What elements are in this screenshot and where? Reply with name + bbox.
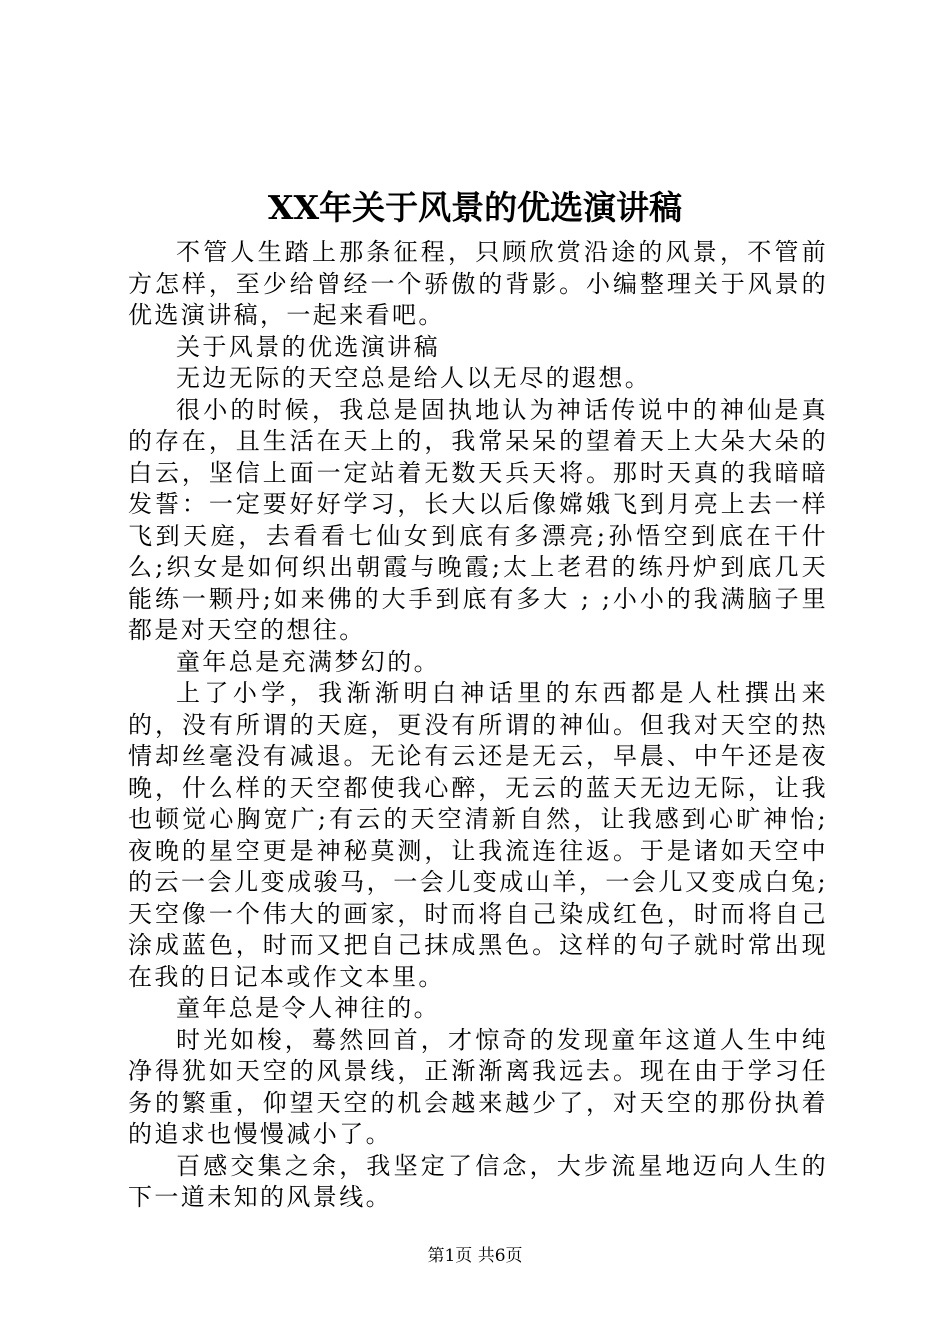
paragraph-childhood: 很小的时候，我总是固执地认为神话传说中的神仙是真的存在，且生活在天上的，我常呆呆的望着天上大朵大朵的白云，坚信上面一定站着无数天兵天将。那时天真的我暗暗发誓：一定要好好学习，长大以后像嫦娥飞到月亮上去一样飞到天庭，去看看七仙女到底有多漂亮;孙悟空到底在干什么;织女是如何织出朝霞与晚霞;太上老君的练丹炉到底几天能练一颗丹;如来佛的大手到底有多大 ; ;小小的我满脑子里都是对天空的想往。: [128, 395, 828, 644]
document-body: [128, 237, 828, 1214]
paragraph-conclusion: 百感交集之余，我坚定了信念，大步流星地迈向人生的下一道未知的风景线。: [128, 1151, 828, 1211]
paragraph-fascinating: 童年总是令人神往的。: [176, 994, 440, 1022]
paragraph-subtitle: 关于风景的优选演讲稿: [176, 332, 440, 361]
paragraph-sky: 无边无际的天空总是给人以无尽的遐想。: [176, 364, 652, 392]
document-title: XX年关于风景的优选演讲稿: [267, 188, 683, 227]
paragraph-school: 上了小学，我渐渐明白神话里的东西都是人杜撰出来的，没有所谓的天庭，更没有所谓的神仙。但我对天空的热情却丝毫没有减退。无论有云还是无云，早晨、中午还是夜晚，什么样的天空都使我心醉，无云的蓝天无边无际，让我也顿觉心胸宽广;有云的天空清新自然，让我感到心旷神怡;夜晚的星空更是神秘莫测，让我流连往返。于是诸如天空中的云一会儿变成骏马，一会儿变成山羊，一会儿又变成白兔;天空像一个伟大的画家，时而将自己染成红色，时而将自己涂成蓝色，时而又把自己抹成黑色。这样的句子就时常出现在我的日记本或作文本里。: [128, 679, 828, 991]
paragraph-time: 时光如梭，蓦然回首，才惊奇的发现童年这道人生中纯净得犹如天空的风景线，正渐渐离我远去。现在由于学习任务的繁重，仰望天空的机会越来越少了，对天空的那份执着的追求也慢慢减小了。: [128, 1025, 828, 1148]
paragraph-intro: 不管人生踏上那条征程，只顾欣赏沿途的风景，不管前方怎样，至少给曾经一个骄傲的背影。小编整理关于风景的优选演讲稿，一起来看吧。: [128, 238, 828, 329]
page-footer: 第1页 共6页: [427, 1246, 523, 1266]
paragraph-dreamy: 童年总是充满梦幻的。: [176, 647, 440, 676]
